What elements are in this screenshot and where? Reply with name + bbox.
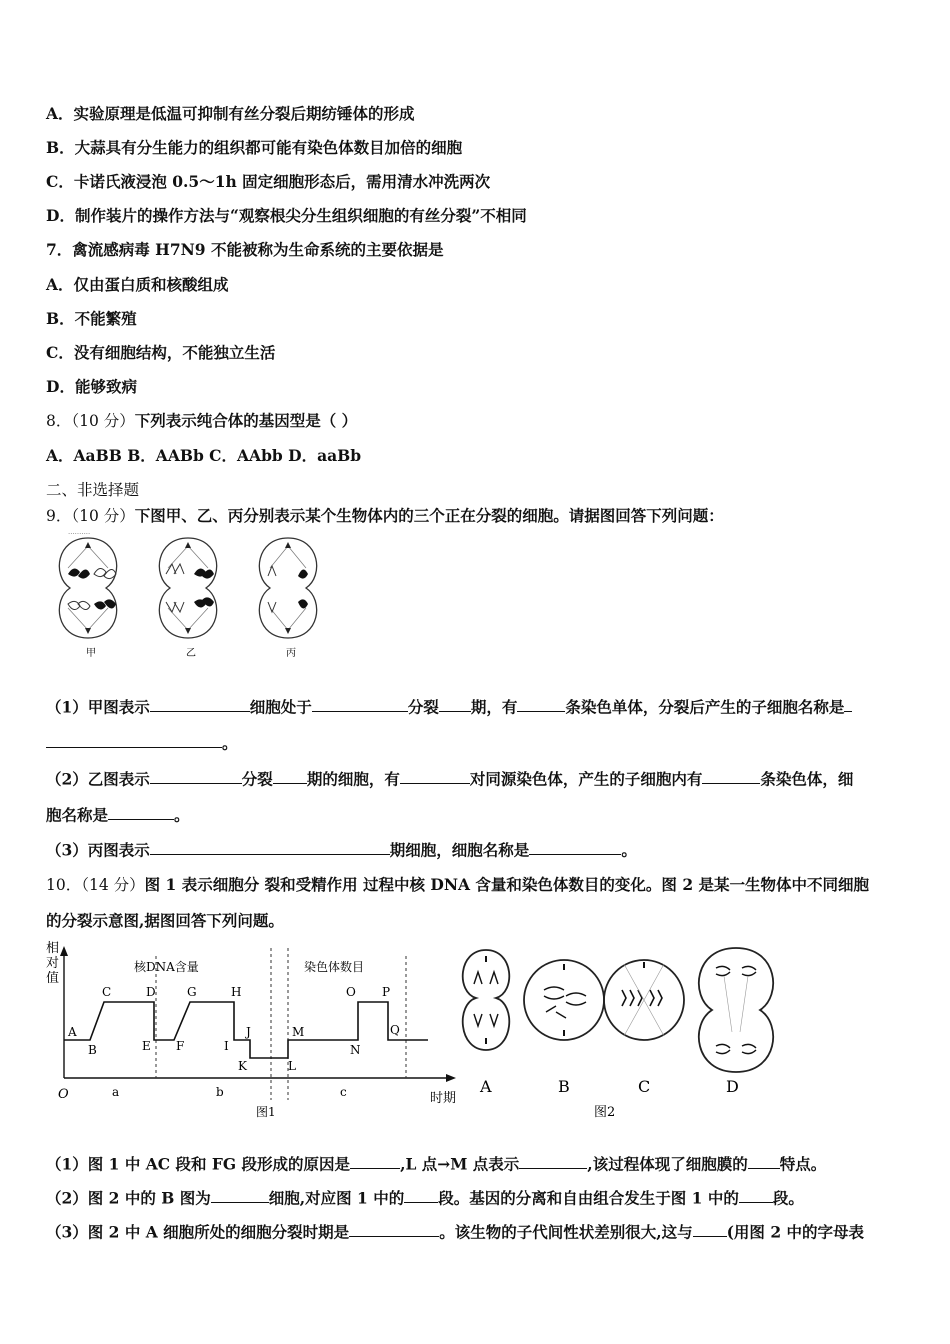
pt-P: P: [382, 985, 391, 999]
q6-option-d: D．制作装片的操作方法与“观察根尖分生组织细胞的有丝分裂”不相同: [46, 206, 527, 225]
q9-stem: 下图甲、乙、丙分别表示某个生物体内的三个正在分裂的细胞。请据图回答下列问题：: [134, 506, 724, 525]
q10-p2-c: 段。基因的分离和自由组合发生于图 1 中的: [438, 1188, 739, 1208]
q10-p1-b: ,L 点→M 点表示: [400, 1154, 520, 1174]
q9-p1-end: 。: [222, 733, 238, 753]
q9-p1-c: 分裂: [407, 697, 439, 717]
pt-Q: Q: [390, 1023, 400, 1037]
blank[interactable]: [693, 1220, 727, 1237]
q9-part2: [46, 767, 853, 789]
q8-number: 8．（10 分）: [46, 412, 135, 430]
fig2-cell-d: [699, 948, 773, 1072]
q10-p1-a: （1）图 1 中 AC 段和 FG 段形成的原因是: [46, 1154, 351, 1174]
q6-option-a: A．实验原理是低温可抑制有丝分裂后期纺锤体的形成: [46, 104, 415, 123]
fig1-xlabel: 时期: [430, 1091, 457, 1106]
fig2-label-c: C: [638, 1077, 651, 1096]
q9-p2-e: 条染色体，细: [760, 769, 854, 789]
q10-p1-c: ,该过程体现了细胞膜的: [587, 1154, 748, 1174]
fig2-cell-a: [463, 950, 510, 1050]
q9-p2-a: （2）乙图表示: [46, 769, 150, 789]
q10-number: 10．（14 分）: [46, 876, 145, 894]
q9-figure: [46, 526, 346, 666]
fig1-ylabel-2: 对: [46, 956, 60, 971]
fig-label-bing: 丙: [286, 648, 296, 659]
q10-figure-1: [44, 938, 464, 1123]
blank[interactable]: [439, 695, 471, 712]
q10-part3: [46, 1220, 864, 1242]
blank[interactable]: [312, 695, 408, 712]
q9-p2-b: 分裂: [241, 769, 273, 789]
pt-J: J: [246, 1025, 251, 1039]
q9-p2-f: 胞名称是: [46, 805, 109, 825]
q6-option-c: C．卡诺氏液浸泡 0.5～1h 固定细胞形态后，需用清水冲洗两次: [46, 172, 491, 191]
svg-text:··········: ··········: [68, 530, 91, 538]
q10-p2-a: （2）图 2 中的 B 图为: [46, 1188, 211, 1208]
blank[interactable]: [702, 767, 760, 784]
q10-stem1: 图 1 表示细胞分 裂和受精作用 过程中核 DNA 含量和染色体数目的变化。图 2 是某一生物体中不同细胞: [144, 875, 870, 894]
pt-O: O: [346, 985, 356, 999]
q10-part2: [46, 1186, 804, 1208]
fig-label-jia: 甲: [86, 648, 96, 659]
q7-option-a: A．仅由蛋白质和核酸组成: [46, 275, 229, 294]
q8-stem: 下列表示纯合体的基因型是（ ）: [134, 411, 358, 430]
blank[interactable]: [46, 731, 222, 748]
pt-N: N: [350, 1043, 361, 1057]
blank[interactable]: [844, 695, 852, 712]
fig-label-yi: 乙: [186, 648, 196, 659]
q10-figure-2: [454, 940, 784, 1125]
blank[interactable]: [519, 1152, 587, 1169]
cell-yi: [159, 538, 216, 638]
seg-b: b: [216, 1085, 224, 1099]
q9-part3: [46, 838, 637, 860]
seg-a: a: [112, 1085, 120, 1099]
q9-p1-d: 期，有: [470, 697, 518, 717]
q7-stem: 7．禽流感病毒 H7N9 不能被称为生命系统的主要依据是: [46, 240, 444, 259]
pt-D: D: [146, 985, 156, 999]
fig1-dna-label: 核DNA含量: [134, 960, 199, 974]
fig2-cell-b: [524, 960, 604, 1040]
blank[interactable]: [748, 1152, 780, 1169]
fig1-origin: O: [58, 1087, 69, 1102]
fig2-cell-c: [604, 960, 684, 1040]
blank[interactable]: [211, 1186, 269, 1203]
q8-question: [46, 409, 357, 431]
pt-I: I: [224, 1039, 229, 1053]
q10-p2-b: 细胞,对应图 1 中的: [268, 1188, 405, 1208]
q8-options: A．AaBB B．AABb C．AAbb D．aaBb: [46, 446, 362, 465]
q10-part1: [46, 1152, 826, 1174]
q10-p2-d: 段。: [772, 1188, 804, 1208]
seg-c: c: [340, 1085, 347, 1099]
blank[interactable]: [404, 1186, 438, 1203]
q10-p1-d: 特点。: [779, 1154, 827, 1174]
q7-option-d: D．能够致病: [46, 377, 137, 396]
pt-F: F: [176, 1039, 185, 1053]
q9-number: 9．（10 分）: [46, 507, 135, 525]
q9-p1-e: 条染色单体，分裂后产生的子细胞名称是: [565, 697, 845, 717]
q9-p3-end: 。: [621, 840, 637, 860]
q9-p2-d: 对同源染色体，产生的子细胞内有: [469, 769, 703, 789]
blank[interactable]: [400, 767, 470, 784]
blank[interactable]: [273, 767, 307, 784]
q9-p2-c: 期的细胞，有: [306, 769, 400, 789]
fig2-caption: 图2: [594, 1105, 616, 1120]
fig1-chrom-label: 染色体数目: [304, 960, 365, 974]
q9-p1-a: （1）甲图表示: [46, 697, 150, 717]
q10-p3-b: 。该生物的子代间性状差别很大,这与: [439, 1222, 693, 1242]
cell-jia: [59, 538, 116, 638]
fig1-ylabel-1: 相: [46, 941, 60, 956]
q7-option-c: C．没有细胞结构，不能独立生活: [46, 343, 276, 362]
pt-A: A: [68, 1025, 77, 1039]
blank[interactable]: [517, 695, 565, 712]
fig1-ylabel-3: 值: [46, 971, 60, 986]
q7-option-b: B．不能繁殖: [46, 309, 137, 328]
pt-H: H: [231, 985, 242, 999]
fig1-caption: 图1: [256, 1105, 276, 1119]
blank[interactable]: [150, 695, 250, 712]
section-title: 二、非选择题: [46, 481, 140, 499]
pt-K: K: [238, 1059, 247, 1073]
fig2-label-a: A: [480, 1077, 492, 1096]
blank[interactable]: [350, 1152, 400, 1169]
q9-question: [46, 504, 724, 526]
blank[interactable]: [150, 838, 390, 855]
q9-p2-end: 。: [174, 805, 190, 825]
q10-question: [46, 873, 869, 895]
pt-M: M: [292, 1025, 305, 1039]
fig2-label-d: D: [726, 1077, 739, 1096]
blank[interactable]: [349, 1220, 439, 1237]
cell-bing: [259, 538, 316, 638]
pt-B: B: [88, 1043, 97, 1057]
blank[interactable]: [739, 1186, 773, 1203]
pt-E: E: [142, 1039, 151, 1053]
q9-p1-b: 细胞处于: [249, 697, 312, 717]
q9-part1: [46, 695, 852, 717]
q9-p3-b: 期细胞，细胞名称是: [389, 840, 530, 860]
blank[interactable]: [150, 767, 242, 784]
q10-p3-a: （3）图 2 中 A 细胞所处的细胞分裂时期是: [46, 1222, 350, 1242]
q9-p3-a: （3）丙图表示: [46, 840, 150, 860]
pt-L: L: [288, 1059, 296, 1073]
blank[interactable]: [108, 803, 174, 820]
pt-C: C: [102, 985, 112, 999]
fig2-label-b: B: [558, 1077, 570, 1096]
q10-p3-c: (用图 2 中的字母表: [726, 1222, 865, 1242]
q6-option-b: B．大蒜具有分生能力的组织都可能有染色体数目加倍的细胞: [46, 138, 463, 157]
q9-part1-cont: [46, 731, 238, 753]
q9-part2-cont: [46, 803, 190, 825]
blank[interactable]: [529, 838, 621, 855]
q10-stem-cont: 的分裂示意图,据图回答下列问题。: [46, 911, 284, 930]
pt-G: G: [187, 985, 197, 999]
